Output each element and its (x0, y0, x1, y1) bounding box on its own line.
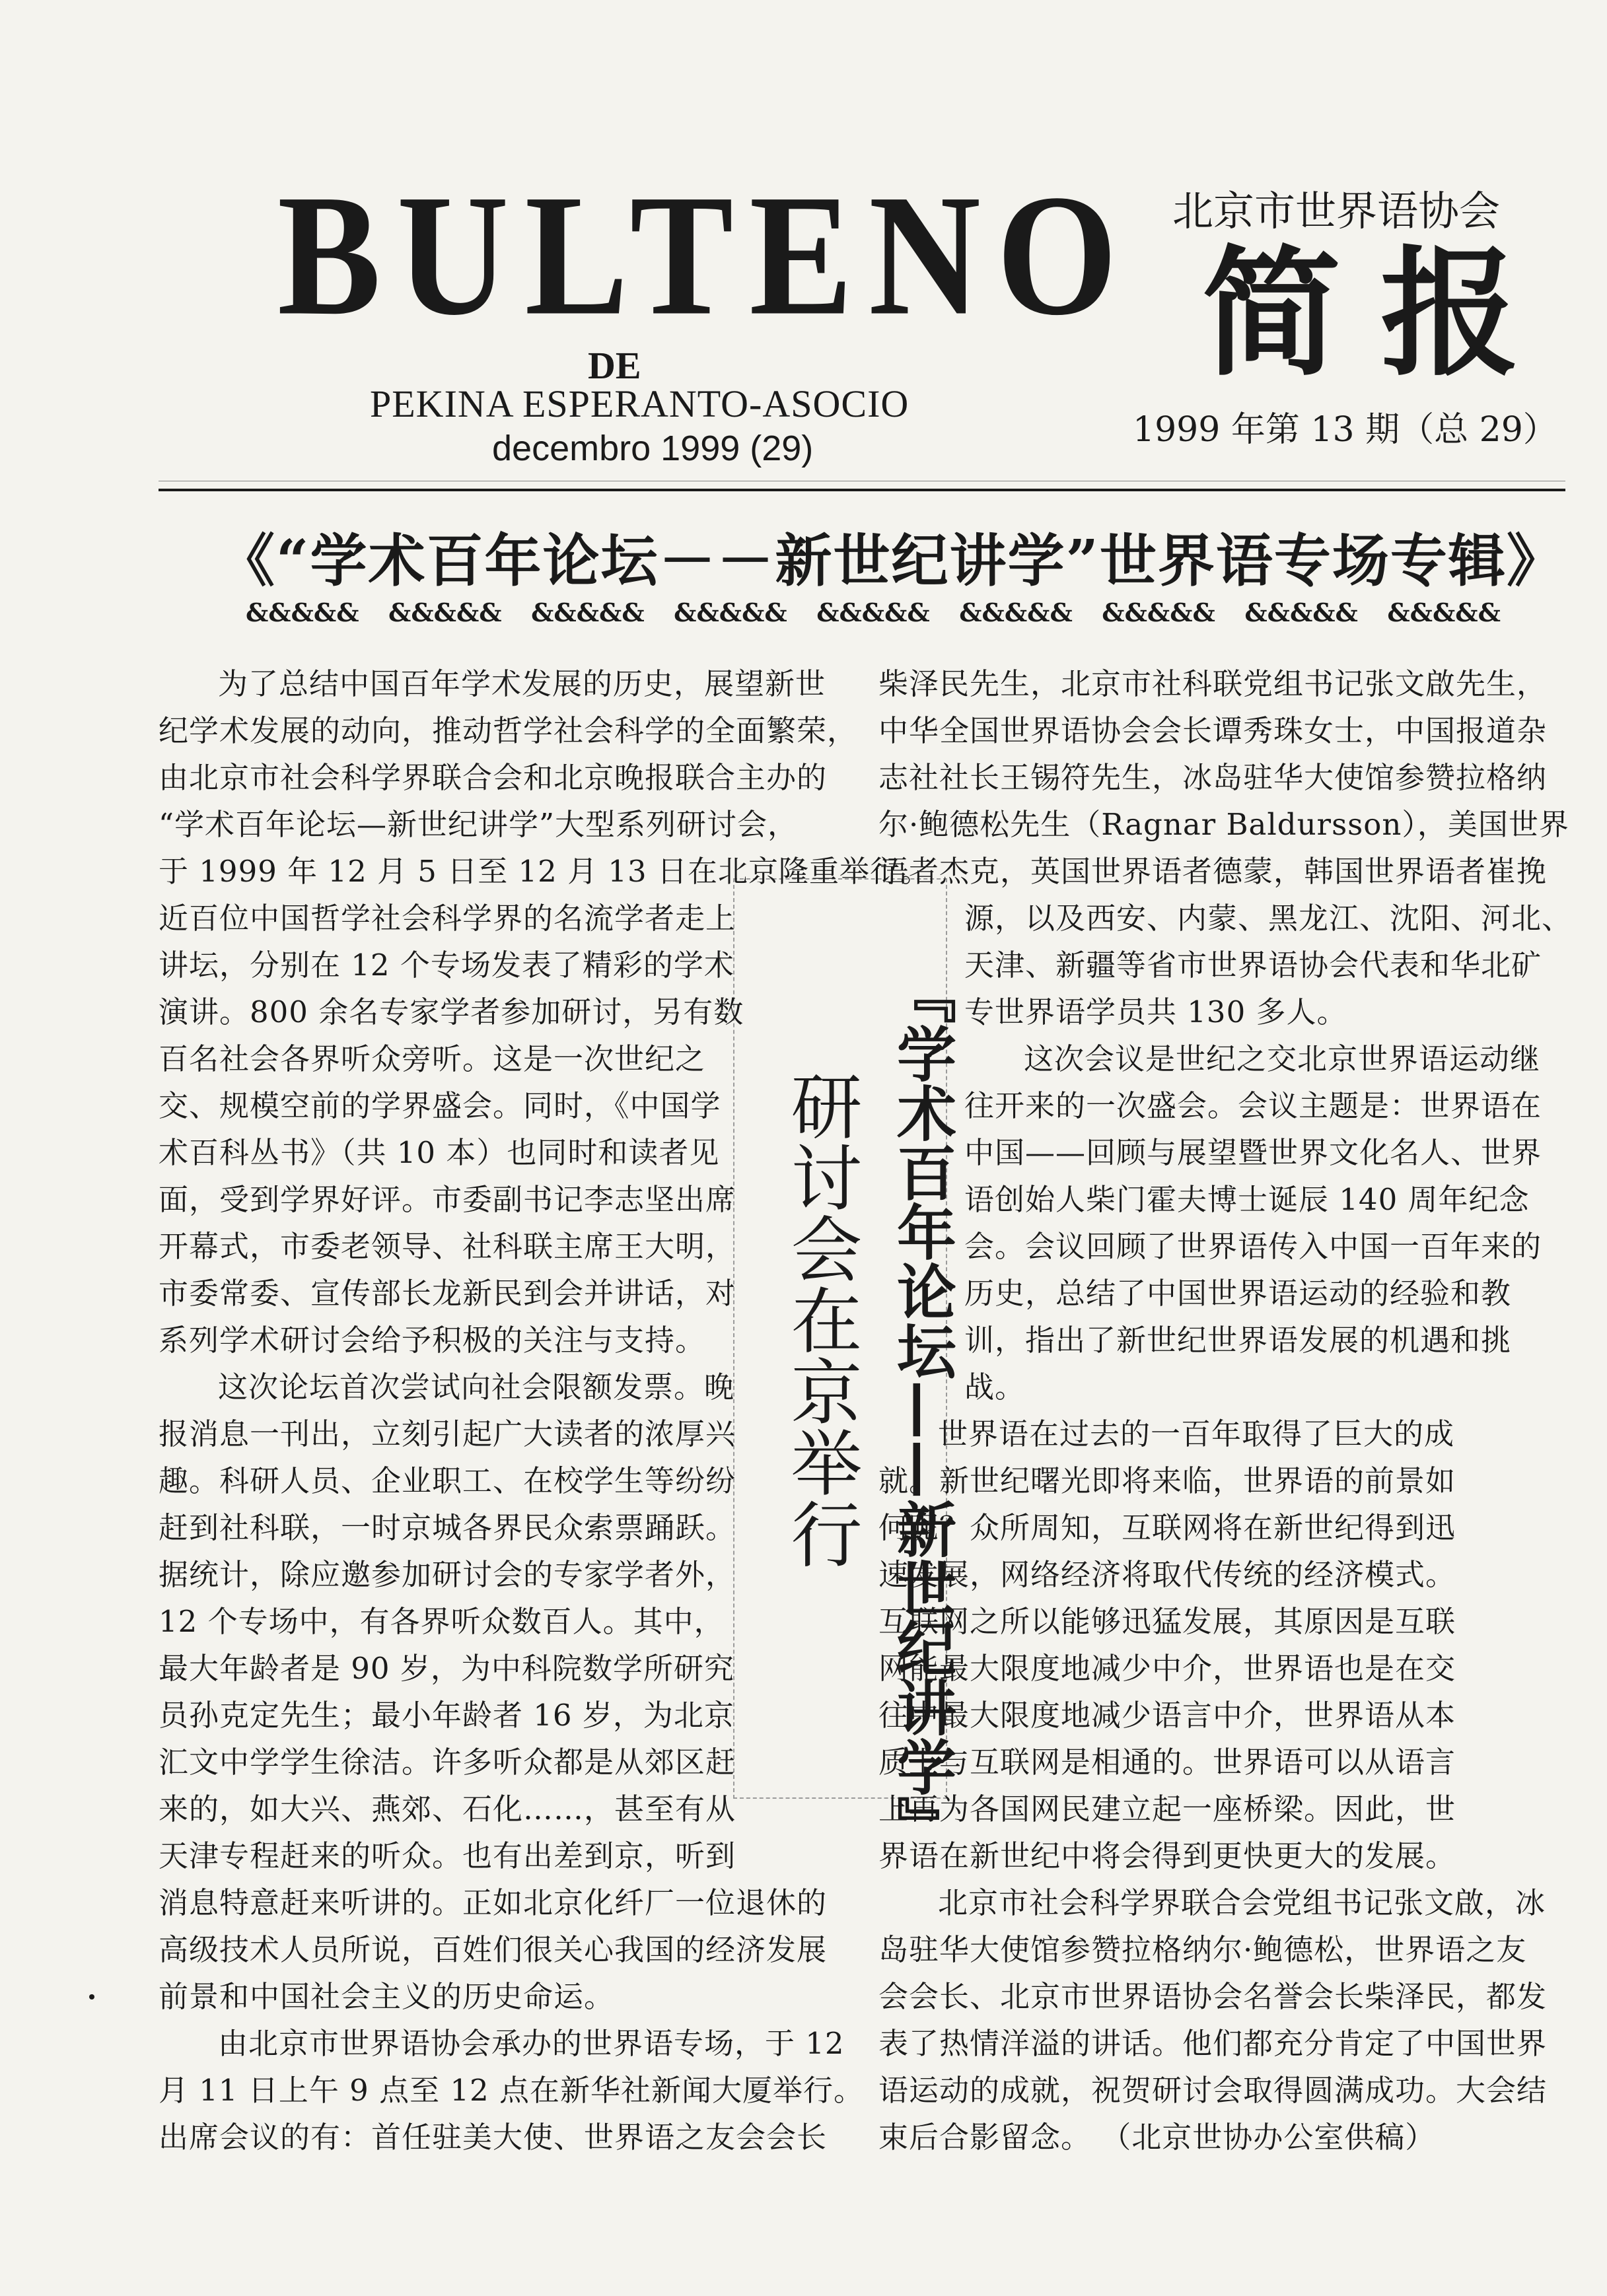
ornament: &&&&& (1387, 598, 1501, 627)
text-line: 趣。科研人员、企业职工、在校学生等纷纷 (159, 1463, 736, 1498)
ornament: &&&&& (388, 598, 502, 627)
text-line: 战。 (964, 1370, 1026, 1405)
masthead-issue-cn: 1999 年第 13 期（总 29） (1133, 410, 1557, 450)
text-line: 天津、新疆等省市世界语协会代表和华北矿 (964, 948, 1542, 983)
text-line: 语运动的成就，祝贺研讨会取得圆满成功。大会结 (878, 2073, 1548, 2108)
text-line: 为了总结中国百年学术发展的历史，展望新世 (218, 666, 826, 701)
text-line: 这次论坛首次尝试向社会限额发票。晚 (218, 1370, 735, 1405)
masthead-issue-eo: decembro 1999 (29) (492, 429, 814, 468)
text-line: 束后合影留念。 （北京世协办公室供稿） (878, 2120, 1436, 2155)
masthead-association: PEKINA ESPERANTO-ASOCIO (370, 382, 910, 425)
text-line: 历史，总结了中国世界语运动的经验和教 (964, 1276, 1512, 1311)
text-line: 质上与互联网是相通的。世界语可以从语言 (878, 1745, 1456, 1780)
text-line: 源，以及西安、内蒙、黑龙江、沈阳、河北、 (964, 901, 1573, 936)
ornament: &&&&& (1244, 598, 1358, 627)
text-line: 训，指出了新世纪世界语发展的机遇和挑 (964, 1323, 1512, 1358)
masthead-de: DE (588, 344, 641, 387)
text-line: 来的，如大兴、燕郊、石化……，甚至有从 (159, 1792, 736, 1826)
text-line: 网能最大限度地减少中介，世界语也是在交 (878, 1651, 1456, 1686)
text-line: 面，受到学界好评。市委副书记李志坚出席 (159, 1182, 736, 1217)
text-line: 界语在新世纪中将会得到更快更大的发展。 (878, 1838, 1456, 1873)
text-line: 速发展，网络经济将取代传统的经济模式。 (878, 1557, 1456, 1592)
text-line: 近百位中国哲学社会科学界的名流学者走上 (159, 901, 736, 936)
text-line: 开幕式，市委老领导、社科联主席王大明， (159, 1229, 736, 1264)
right-column (878, 660, 1573, 2161)
text-line: 赶到社科联，一时京城各界民众索票踊跃。 (159, 1510, 736, 1545)
text-line: 语者杰克，英国世界语者德蒙，韩国世界语者崔挽 (878, 854, 1548, 889)
text-line: 汇文中学学生徐洁。许多听众都是从郊区赶 (159, 1745, 736, 1780)
text-line: 消息特意赶来听讲的。正如北京化纤厂一位退休的 (159, 1885, 828, 1920)
masthead-title-cn: 简报 (1202, 232, 1559, 395)
text-line: 出席会议的有：首任驻美大使、世界语之友会会长 (159, 2120, 828, 2155)
ornament: &&&&& (674, 598, 787, 627)
text-line: 柴泽民先生，北京市社科联党组书记张文啟先生， (878, 666, 1548, 701)
text-line: “学术百年论坛—新世纪讲学”大型系列研讨会， (159, 807, 799, 842)
text-line: 报消息一刊出，立刻引起广大读者的浓厚兴 (159, 1416, 736, 1451)
sidebar-title-line1: 『学术百年论坛——新世纪讲学』 (886, 964, 956, 1856)
ornament: &&&&& (1102, 598, 1215, 627)
ornament: &&&&& (959, 598, 1073, 627)
text-line: 上再为各国网民建立起一座桥梁。因此，世 (878, 1792, 1456, 1826)
text-line: 往中最大限度地减少语言中介，世界语从本 (878, 1698, 1456, 1733)
ornament: &&&&& (246, 598, 359, 627)
text-line: 会。会议回顾了世界语传入中国一百年来的 (964, 1229, 1542, 1264)
text-line: 何呢？众所周知，互联网将在新世纪得到迅 (878, 1510, 1456, 1545)
text-line: 由北京市社会科学界联合会和北京晚报联合主办的 (159, 760, 828, 795)
text-line: 百名社会各界听众旁听。这是一次世纪之 (159, 1041, 706, 1076)
text-line: 演讲。800 余名专家学者参加研讨，另有数 (159, 994, 744, 1029)
text-line: 尔·鲍德松先生（Ragnar Baldursson），美国世界 (878, 807, 1569, 842)
text-line: 系列学术研讨会给予积极的关注与支持。 (159, 1323, 706, 1358)
ornament-row (246, 598, 1501, 627)
text-line: 世界语在过去的一百年取得了巨大的成 (938, 1416, 1455, 1451)
headline: 《“学术百年论坛－－新世纪讲学”世界语专场专辑》 (218, 528, 1565, 594)
text-line: 讲坛，分别在 12 个专场发表了精彩的学术 (159, 948, 734, 983)
text-line: 最大年龄者是 90 岁，为中科院数学所研究 (159, 1651, 734, 1686)
masthead-title-latin: BULTENO (277, 158, 1133, 351)
ornament: &&&&& (816, 598, 930, 627)
margin-mark (89, 1994, 94, 2000)
masthead-org-cn: 北京市世界语协会 (1172, 187, 1501, 235)
text-line: 据统计，除应邀参加研讨会的专家学者外， (159, 1557, 736, 1592)
text-line: 前景和中国社会主义的历史命运。 (159, 1979, 615, 2014)
text-line: 专世界语学员共 130 多人。 (964, 994, 1347, 1029)
text-line: 岛驻华大使馆参赞拉格纳尔·鲍德松，世界语之友 (878, 1932, 1527, 1967)
text-line: 由北京市世界语协会承办的世界语专场，于 12 (218, 2026, 845, 2061)
text-line: 往开来的一次盛会。会议主题是：世界语在 (964, 1088, 1542, 1123)
text-line: 市委常委、宣传部长龙新民到会并讲话，对 (159, 1276, 736, 1311)
text-line: 志社社长王锡符先生，冰岛驻华大使馆参赞拉格纳 (878, 760, 1548, 795)
text-line: 就。新世纪曙光即将来临，世界语的前景如 (878, 1463, 1456, 1498)
text-line: 纪学术发展的动向，推动哲学社会科学的全面繁荣， (159, 713, 858, 748)
ornament: &&&&& (531, 598, 645, 627)
text-line: 12 个专场中，有各界听众数百人。其中， (159, 1604, 725, 1639)
text-line: 天津专程赶来的听众。也有出差到京，听到 (159, 1838, 736, 1873)
text-line: 表了热情洋溢的讲话。他们都充分肯定了中国世界 (878, 2026, 1548, 2061)
text-line: 中华全国世界语协会会长谭秀珠女士，中国报道杂 (878, 713, 1548, 748)
text-line: 语创始人柴门霍夫博士诞辰 140 周年纪念 (964, 1182, 1530, 1217)
text-line: 员孙克定先生；最小年龄者 16 岁，为北京 (159, 1698, 734, 1733)
text-line: 高级技术人员所说，百姓们很关心我国的经济发展 (159, 1932, 828, 1967)
text-line: 术百科丛书》（共 10 本）也同时和读者见 (159, 1135, 720, 1170)
text-line: 月 11 日上午 9 点至 12 点在新华社新闻大厦举行。 (159, 2073, 864, 2108)
left-column (159, 660, 931, 2161)
text-line: 北京市社会科学界联合会党组书记张文啟，冰 (938, 1885, 1546, 1920)
text-line: 于 1999 年 12 月 5 日至 12 月 13 日在北京隆重举行。 (159, 854, 931, 889)
text-line: 会会长、北京市世界语协会名誉会长柴泽民，都发 (878, 1979, 1548, 2014)
text-line: 互联网之所以能够迅猛发展，其原因是互联 (878, 1604, 1456, 1639)
text-line: 交、规模空前的学界盛会。同时，《中国学 (159, 1088, 721, 1123)
sidebar-title-line2: 研讨会在京举行 (779, 1070, 861, 1569)
masthead-rule (159, 489, 1565, 491)
text-line: 这次会议是世纪之交北京世界语运动继 (1024, 1041, 1541, 1076)
text-line: 中国——回顾与展望暨世界文化名人、世界 (964, 1135, 1542, 1170)
